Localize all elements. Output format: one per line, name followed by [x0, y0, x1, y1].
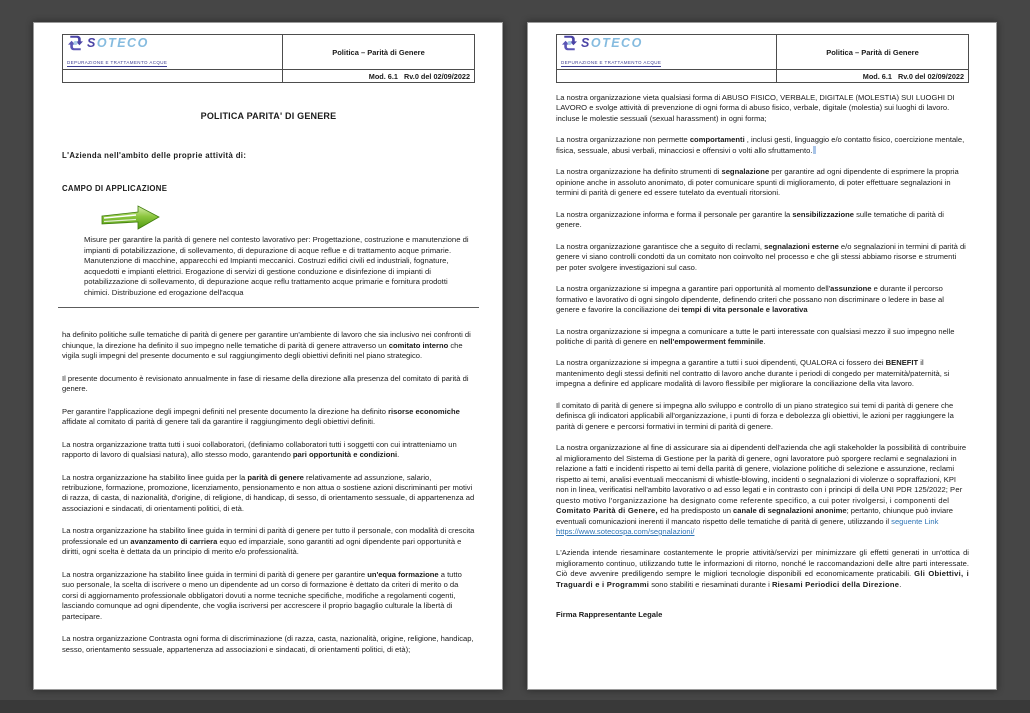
paragraph: Il comitato di parità di genere si impegna allo sviluppo e controllo di un piano strategico sui temi di parità di genere che definisca gli indicatori applicabili all'organizzazione, i punti di forza e debolezza gli obiettivi, le azioni per raggiungere la parità di genere e percorsi formativi in termini di parità di genere.: [556, 400, 954, 431]
document-page-1: [33, 22, 503, 690]
text-segment: risorse economiche: [388, 406, 460, 416]
logo-emblem-icon: [67, 35, 84, 51]
paragraph: La nostra organizzazione ha stabilito linee guida in termini di parità di genere per garantire un'equa formazione a tutto suo personale, la scelta di iscrivere o meno un dipendente ad un corso di formazione è dettato da criteri di merito o da corsi di aggiornamento professionale obbligatori dovuti a norme tecniche specifiche, modifiche a regolamenti cogenti, lasciando comunque ad ogni dipendente, che voglia iscriversi per accrescere il proprio bagaglio culturale la libertà di partecipare.: [62, 569, 462, 621]
text-segment: segnalazioni esterne: [764, 241, 839, 251]
text-segment: nell'empowerment femminile: [659, 336, 764, 346]
text-segment: un'equa formazione: [367, 569, 439, 579]
paragraph: La nostra organizzazione tratta tutti i suoi collaboratori, (definiamo collaboratori tutti i soggetti con cui intratteniamo un rapporto di lavoro di qualsiasi natura), allo stesso modo, garantendo pari opportunità e condizioni.: [62, 439, 457, 460]
link-text[interactable]: https://www.sotecospa.com/segnalazioni/: [556, 527, 695, 536]
text-segment: tempi di vita personale e lavorativa: [681, 305, 808, 315]
text-segment: comportamenti: [689, 135, 745, 145]
intro-text: L'Azienda nell'ambito delle proprie attività di:: [62, 151, 247, 160]
header-mod-revision: Mod. 6.1 Rv.0 del 02/09/2022: [283, 70, 475, 83]
paragraph: ha definito politiche sulle tematiche di parità di genere per garantire un'ambiente di lavoro che sia inclusivo nei confronti di chiunque, la direzione ha definito il suo impegno nelle tematiche di parità di genere attraverso un comitato interno che vigila sugli impegni del presente documento e sul raggiungimento degli obiettivi definiti nel piano strategico.: [62, 330, 471, 361]
paragraph: La nostra organizzazione ha stabilito linee guida per la parità di genere relativamente ad assunzione, salario, retribuzione, formazione, promozione, licenziamento, pensionamento e non attua o sostiene azioni discriminanti per motivi di razza, di casta, di nazionalità, d'origine, di religione, di handicap, di sesso, di orientamento sessuale, di appartenenza ad associazioni e sindacati, di orientamenti politici, di età.: [62, 472, 475, 513]
logo-emblem-icon: [561, 35, 578, 51]
page1-body: [62, 330, 475, 655]
header-logo-cell: [63, 35, 283, 70]
link-text[interactable]: seguente Link: [891, 516, 939, 526]
header-logo-cell: [557, 35, 777, 70]
paragraph: La nostra organizzazione al fine di assicurare sia ai dipendenti dell'azienda che agli stakeholder la possibilità di contribuire al miglioramento del Sistema di Gestione per la parità di genere, ogni lavoratore può sporgere reclami e segnalazioni in relazione a fatti e incidenti rispetto ai temi della parità di genere, violazione politiche di selezione e assunzione, reclami rispetto ai temi, analisi eventuali meccanismi di whistle-blowing, incidenti o segnalazioni di violenze o sopraffazioni, KPI non in linea, verificatisi nell'ambito lavorativo o ad esso legati e in contrasto con i principi di della UNI PDR 125/2022; Per questo motivo l'organizzazione ha designato come referente specifico, a cui poter rivolgersi, i componenti del Comitato Parità di Genere, ed ha predisposto un canale di segnalazioni anonime; pertanto, chiunque può inviare eventuali comunicazioni inerenti il mancato rispetto delle tematiche di parità di genere, utilizzando il seguente Link https://www.sotecospa.com/segnalazioni/: [556, 443, 967, 536]
page-title: POLITICA PARITA' DI GENERE: [200, 111, 337, 121]
paragraph: La nostra organizzazione ha definito strumenti di segnalazione per garantire ad ogni dipendente di esprimere la propria opinione anche in assoluto anonimato, di poter comunicare spunti di miglioramento, di poter effettuare segnalazioni in termini di parità di genere ed essere tutelato da eventuali ritorsioni.: [556, 167, 959, 198]
text-segment: Per questo motivo l'organizzazione ha designato come referente specifico, a cui poter rivolgersi, i componenti del: [556, 485, 963, 505]
signature-text: Firma Rappresentante Legale: [556, 610, 663, 620]
text-segment: canale di segnalazioni anonime: [733, 506, 847, 516]
logo-name: SOTECO: [581, 36, 643, 50]
paragraph: La nostra organizzazione ha stabilito linee guida in termini di parità di genere per tutto il personale, con modalità di crescita professionale ed un avanzamento di carriera equo ed imparziale, sono garantiti ad ogni dipendente pari opportunità e diritti, ogni scelta è dettata da un principio di merito e/o professionalità.: [62, 526, 475, 557]
paragraph: La nostra organizzazione Contrasta ogni forma di discriminazione (di razza, casta, nazionalità, origine, religione, handicap, sesso, orientamento sessuale, appartenenza ad associazioni e sindacati, di orientamenti politici, di età);: [62, 634, 474, 654]
text-segment: pari opportunità e condizioni: [292, 450, 398, 460]
paragraph: La nostra organizzazione si impegna a garantire pari opportunità al momento dell'assunzione e durante il percorso formativo e lavorativo di ogni singolo dipendente, definendo criteri che possano non discriminare o ledere in base al genere e favorire la conciliazione dei tempi di vita personale e lavorativa: [556, 284, 944, 315]
text-segment: assunzione: [830, 284, 872, 294]
company-logo: [561, 35, 772, 51]
text-segment: BENEFIT: [885, 358, 919, 368]
scope-text: Misure per garantire la parità di genere nel contesto lavorativo per: Progettazione, costruzione e manutenzione di impianti di potabilizzazione, di sollevamento, di depurazione di acque reflue e di trattamento acque primarie. Manutenzione di macchine, apparecchi ed Impianti meccanici. Costruzi edifici civili ed industriali, fognature, acquedotti e impianti elettrici. Erogazione di servizi di gestione conduzione e disinfezione di impianti di potabilizzazione di sollevamento, di depurazione acque reflu trattamento acque primarie e fornitura prodotti chimici. Distribuzione ed erogazione dell'acqua: [84, 235, 469, 297]
paragraph: La nostra organizzazione informa e forma il personale per garantire la sensibilizzazione sulle tematiche di parità di genere.: [556, 209, 944, 230]
text-segment: sensibilizzazione: [792, 209, 855, 219]
logo-tagline: DEPURAZIONE E TRATTAMENTO ACQUE: [561, 60, 662, 65]
header-table: [62, 34, 475, 83]
header-mod-revision: Mod. 6.1 Rv.0 del 02/09/2022: [777, 70, 969, 83]
section-heading: CAMPO DI APPLICAZIONE: [62, 184, 168, 193]
text-segment: parità di genere: [247, 472, 304, 482]
header-doc-title: Politica – Parità di Genere: [777, 35, 969, 70]
logo-tagline: DEPURAZIONE E TRATTAMENTO ACQUE: [67, 60, 168, 65]
text-segment: avanzamento di carriera: [130, 536, 218, 546]
paragraph: Per garantire l'applicazione degli impegni definiti nel presente documento la direzione ha definito risorse economiche affidate al comitato di parità di genere tali da garantire il raggiungimento degli obiettivi definiti.: [62, 406, 460, 427]
text-segment: segnalazione: [721, 167, 770, 177]
green-arrow-icon: [100, 203, 475, 233]
text-cursor: [813, 146, 816, 154]
page2-body: [556, 93, 969, 619]
paragraph: La nostra organizzazione si impegna a garantire a tutti i suoi dipendenti, QUALORA ci fossero dei BENEFIT il mantenimento degli stessi definiti nel contratto di lavoro anche durante i periodi di congedo per maternità/paternità, si impegna a definire ed applicare modalità di lavoro flessibile per migliorare la conciliazione della vita lavoro.: [556, 358, 950, 389]
paragraph: L'Azienda intende riesaminare costantemente le proprie attività/servizi per minimizzare gli effetti generati in un'ottica di miglioramento continuo, utilizzando tutte le informazioni di ritorno, nonché le raccomandazioni delle altre parti interessate. Ciò deve avvenire prediligendo sempre le migliori tecnologie disponibili ed economicamente praticabili. Gli Obiettivi, i Traguardi e i Programmi sono stabiliti e riesaminati durante i Riesami Periodici della Direzione.: [556, 548, 969, 589]
paragraph: La nostra organizzazione si impegna a comunicare a tutte le parti interessate con qualsiasi mezzo il suo impegno nelle politiche di parità di genere en nell'empowerment femminile.: [556, 326, 955, 346]
text-segment: Riesami Periodici della Direzione: [771, 579, 900, 589]
header-table: [556, 34, 969, 83]
text-segment: comitato interno: [388, 340, 449, 350]
paragraph: La nostra organizzazione garantisce che a seguito di reclami, segnalazioni esterne e/o segnalazioni in termini di parità di genere vi siano controlli condotti da un comitato non coinvolto nel processo e che gli stessi abbiamo risorse e strumenti per poter svolgere investigazioni sul caso.: [556, 241, 966, 272]
paragraph: La nostra organizzazione vieta qualsiasi forma di ABUSO FISICO, VERBALE, DIGITALE (MOLESTIA) SUI LUOGHI DI LAVORO e svolge attività di prevenzione di ogni forma di abuso fisico, verbale, digitale (molestia) sui luoghi di lavoro. incluse le molestie sessuali (sexual harassment) in ogni forma;: [556, 93, 955, 123]
paragraph: La nostra organizzazione non permette comportamenti , inclusi gesti, linguaggio e/o contatto fisico, coercizione mentale, fisica, sessuale, abusi verbali, minacciosi e offensivi o volti allo sfruttamento.: [556, 135, 965, 155]
text-segment: Gli Obiettivi, i Traguardi e i Programmi: [556, 569, 969, 589]
header-empty-cell: [557, 70, 777, 83]
logo-name: SOTECO: [87, 36, 149, 50]
paragraph: Il presente documento è revisionato annualmente in fase di riesame della direzione alla presenza del comitato di parità di genere.: [62, 373, 469, 394]
header-empty-cell: [63, 70, 283, 83]
company-logo: [67, 35, 278, 51]
bottom-shadow-strip: [0, 700, 1030, 713]
header-doc-title: Politica – Parità di Genere: [283, 35, 475, 70]
document-page-2: [527, 22, 997, 690]
section-divider: [58, 307, 479, 308]
text-segment: Comitato Parità di Genere,: [556, 506, 658, 516]
